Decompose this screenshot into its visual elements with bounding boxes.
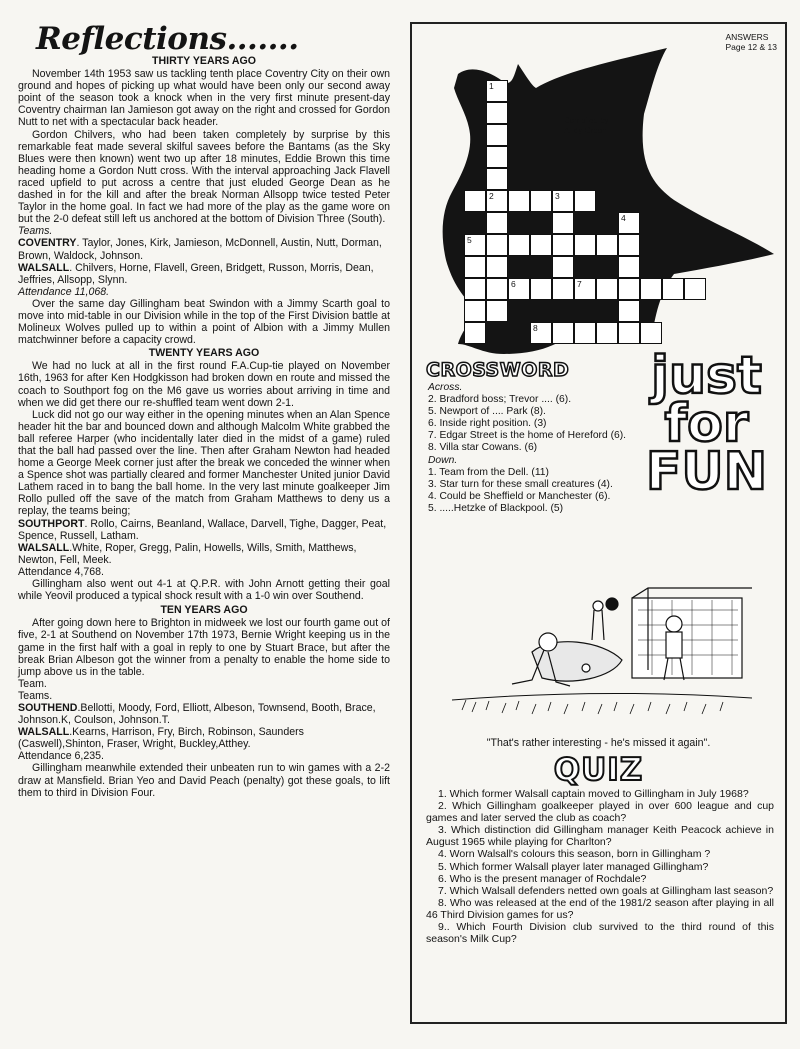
crossword-cell bbox=[508, 234, 530, 256]
quiz-question: 3. Which distinction did Gillingham manager Keith Peacock achieve in August 1965 while playing for Charlton? bbox=[426, 824, 774, 849]
team-label: Team. bbox=[18, 677, 47, 690]
quiz-question: 9.. Which Fourth Division club survived to the third round of this season's Milk Cup? bbox=[426, 921, 774, 946]
crossword-cell bbox=[618, 278, 640, 300]
football-cartoon bbox=[452, 580, 752, 730]
southend-lineup bbox=[18, 702, 390, 726]
crossword-cell bbox=[552, 322, 574, 344]
reflections-column bbox=[18, 20, 390, 799]
southport-lineup bbox=[18, 518, 390, 542]
ten-para-1: After going down here to Brighton in midweek we lost our fourth game out of five, 2-1 at Southend on November 17th 1973, Bernie Wright keeping us in the game in the first half with a goal in reply to one by Stuart Brace, but after the break Brian Albeson got the winner from a penalty to enable the home side to jump above us in the table. bbox=[18, 617, 390, 678]
crossword-cell bbox=[530, 190, 552, 212]
crossword-cell bbox=[486, 234, 508, 256]
player-list: .White, Roper, Gregg, Palin, Howells, Wills, Smith, Matthews, Newton, Fell, Meek. bbox=[18, 541, 357, 566]
masthead-title: Reflections....... bbox=[36, 21, 299, 57]
jff-word-fun: FUN bbox=[645, 442, 768, 502]
quiz-question: 1. Which former Walsall captain moved to Gillingham in July 1968? bbox=[438, 788, 749, 800]
crossword-cell bbox=[486, 102, 508, 124]
crossword-cell bbox=[486, 124, 508, 146]
crossword-cell bbox=[486, 256, 508, 278]
across-label: Across. bbox=[428, 382, 463, 393]
crossword-cell bbox=[464, 190, 486, 212]
coventry-lineup bbox=[18, 237, 390, 261]
quiz-question: 7. Which Walsall defenders netted own goals at Gillingham last season? bbox=[438, 884, 774, 897]
fun-page-box bbox=[410, 22, 787, 1024]
thirty-para-2: Gordon Chilvers, who had been taken completely by surprise by this remarkable feat made several skilful savees before the Bantams (as the Sky Blues were then known) went two up after 18 minutes, Eddie Brown this time heading home a Gordon Nutt cross. With the interval approaching Jack Flavell raced upfield to put across a centre that just eluded George Dean as he dashed in for the kill and after the break Norman Allsopp twice tested Peter Taylor in the home goal. In fact we had more of the play as the game wore on but the 2-0 defeat still left us anchored at the bottom of Division Three (South). bbox=[18, 128, 390, 226]
player-list: .Kearns, Harrison, Fry, Birch, Robinson, Saunders (Caswell),Shinton, Fraser, Wright, Buckley,Atthey. bbox=[18, 726, 304, 751]
crossword-cell bbox=[552, 212, 574, 234]
crossword-cell bbox=[464, 322, 486, 344]
crossword-cell bbox=[486, 278, 508, 300]
team-name: WALSALL bbox=[18, 261, 70, 274]
walsall-lineup-1963 bbox=[18, 542, 390, 566]
crossword-cell bbox=[618, 234, 640, 256]
clue-across-6: 6. Inside right position. (3) bbox=[428, 418, 547, 430]
just-for-fun-logo bbox=[634, 346, 779, 502]
jff-word-for: for bbox=[664, 394, 749, 454]
clue-across-5: 5. Newport of .... Park (8). bbox=[428, 406, 546, 418]
teams-label: Teams. bbox=[18, 225, 53, 238]
crossword-cell bbox=[486, 300, 508, 322]
clue-across-2: 2. Bradford boss; Trevor .... (6). bbox=[428, 394, 572, 406]
quiz-title: QUIZ bbox=[553, 752, 644, 788]
answers-label: ANSWERS bbox=[725, 32, 769, 42]
team-name: SOUTHPORT bbox=[18, 517, 85, 530]
quiz-question: 5. Which former Walsall player later managed Gillingham? bbox=[438, 860, 709, 873]
crossword-cell bbox=[486, 168, 508, 190]
team-name: COVENTRY bbox=[18, 237, 77, 250]
crossword-cell bbox=[508, 190, 530, 212]
clue-number: 8 bbox=[533, 323, 538, 333]
jff-word-just: just bbox=[651, 346, 762, 406]
team-name: WALSALL bbox=[18, 541, 70, 554]
down-label: Down. bbox=[428, 454, 458, 466]
answers-pages: Page 12 & 13 bbox=[725, 42, 777, 52]
crossword-cell bbox=[618, 256, 640, 278]
attendance: Attendance 11,068. bbox=[18, 285, 110, 298]
attendance: Attendance 6,235. bbox=[18, 750, 104, 763]
crossword-clues bbox=[428, 382, 634, 515]
clue-number: 4 bbox=[621, 213, 626, 223]
walsall-lineup-1973 bbox=[18, 726, 390, 750]
clue-number: 1 bbox=[489, 81, 494, 91]
compiled-by bbox=[564, 116, 609, 136]
crossword-cell bbox=[464, 256, 486, 278]
cartoon-caption: "That's rather interesting - he's missed it again". bbox=[486, 737, 711, 749]
crossword-cell bbox=[552, 234, 574, 256]
crossword-cell bbox=[464, 278, 486, 300]
player-list: . Rollo, Cairns, Beanland, Wallace, Darvell, Tighe, Dagger, Peat, Spence, Russell, Latham. bbox=[18, 517, 387, 542]
crossword-cell bbox=[684, 278, 706, 300]
clue-down-3: 3. Star turn for these small creatures (4). bbox=[428, 478, 613, 490]
thirty-para-3: Over the same day Gillingham beat Swindon with a Jimmy Scarth goal to move into mid-table in our Division while in the top of the First Division battle at Molineux Wolves pulled up to within a point of Albion with a Jimmy Mullen matchwinner before a capacity crowd. bbox=[18, 297, 390, 347]
player-list: . Chilvers, Horne, Flavell, Green, Bridgett, Russon, Morris, Dean, Jeffries, Allsopp, Slynn. bbox=[18, 261, 374, 286]
crossword-cell bbox=[618, 300, 640, 322]
twenty-years-heading: TWENTY YEARS AGO bbox=[148, 347, 260, 360]
walsall-lineup-1953 bbox=[18, 262, 390, 286]
twenty-para-1: We had no luck at all in the first round F.A.Cup-tie played on November 16th, 1963 for after Ken Hodgkisson had broken down en route and missed the coach to Southport fog on the M6 gave us worries about arriving in time and when we did get there our re-shuffled team went down 2-1. bbox=[18, 360, 390, 409]
crossword-cell bbox=[486, 146, 508, 168]
crossword-cell bbox=[574, 190, 596, 212]
clue-down-4: 4. Could be Sheffield or Manchester (6). bbox=[428, 490, 611, 502]
crossword-cell bbox=[596, 234, 618, 256]
ten-years-heading: TEN YEARS AGO bbox=[160, 604, 248, 617]
twenty-para-3: Gillingham also went out 4-1 at Q.P.R. with John Arnott getting their goal while Yeovil produced a typical shock result with a 1-0 win over Southend. bbox=[18, 578, 390, 603]
thirty-para-1: November 14th 1953 saw us tackling tenth place Coventry City on their own ground and hopes of picking up what would have been only our second away point of the season took a knock when in the very first minute present-day Coventry chairman Ian Jamieson got away on the right and crossed for Gordon Nutt to net with a spectacular back header. bbox=[18, 68, 390, 129]
clue-number: 7 bbox=[577, 279, 582, 289]
team-name: SOUTHEND bbox=[18, 701, 78, 714]
compiled-label: Compiled by bbox=[564, 116, 609, 125]
clue-number: 3 bbox=[555, 191, 560, 201]
quiz-question: 6. Who is the present manager of Rochdale? bbox=[438, 872, 647, 885]
twenty-para-2: Luck did not go our way either in the opening minutes when an Alan Spence header hit the bar and bounced down and although Malcolm White grabbed the ball referee Harper (who incidentally later died in the midst of a game) ruled that the ball had passed over the line. Then after Graham Newton had headed home a George Meek corner just after the break we conceded the winner when a Spence shot was partially cleared and former Manchester United junior David Lathem raced in to bang the ball home. In the very last minute goalkeeper Jim Rollo pulled off the save of the match from Graham Matthews to deny us a replay, the teams being; bbox=[18, 408, 390, 518]
crossword-cell bbox=[662, 278, 684, 300]
crossword-cell bbox=[596, 322, 618, 344]
crossword-cell bbox=[596, 278, 618, 300]
quiz-questions bbox=[426, 788, 774, 945]
crossword-cell bbox=[552, 256, 574, 278]
ten-para-2: Gillingham meanwhile extended their unbeaten run to win games with a 2-2 draw at Mansfield. Brian Yeo and David Peach (penalty) got these goals, to lift them to third in Division Four. bbox=[18, 762, 390, 799]
crossword-cell bbox=[640, 322, 662, 344]
crossword-cell bbox=[530, 278, 552, 300]
quiz-question: 4. Worn Walsall's colours this season, born in Gillingham ? bbox=[438, 848, 711, 861]
crossword-cell bbox=[618, 322, 640, 344]
clue-down-5: 5. .....Hetzke of Blackpool. (5) bbox=[428, 502, 564, 514]
clue-number: 2 bbox=[489, 191, 494, 201]
quiz-question: 2. Which Gillingham goalkeeper played in over 600 league and cup games and later served the club as coach? bbox=[426, 800, 774, 825]
crossword-cell bbox=[574, 322, 596, 344]
clue-across-7: 7. Edgar Street is the home of Hereford (6). bbox=[428, 430, 627, 442]
quiz-question: 8. Who was released at the end of the 1981/2 season after playing in all 46 Third Division games for us? bbox=[426, 896, 774, 921]
crossword-cell bbox=[464, 300, 486, 322]
thirty-years-heading: THIRTY YEARS AGO bbox=[152, 55, 256, 67]
player-list: . Taylor, Jones, Kirk, Jamieson, McDonnell, Austin, Nutt, Dorman, Brown, Waldock, Johnson. bbox=[18, 237, 382, 262]
crossword-cell bbox=[574, 234, 596, 256]
compiler-name: Andy Green. bbox=[564, 126, 609, 135]
team-name: WALSALL bbox=[18, 726, 70, 739]
crossword-cell bbox=[486, 212, 508, 234]
player-list: .Bellotti, Moody, Ford, Elliott, Albeson, Townsend, Booth, Brace, Johnson.K, Coulson, Johnson.T. bbox=[18, 701, 376, 727]
clue-number: 5 bbox=[467, 235, 472, 245]
crossword-cell bbox=[640, 278, 662, 300]
crossword-cell bbox=[552, 278, 574, 300]
teams-label: Teams. bbox=[18, 689, 53, 702]
crossword-title: CROSSWORD bbox=[426, 359, 570, 381]
clue-down-1: 1. Team from the Dell. (11) bbox=[428, 466, 549, 478]
attendance: Attendance 4,768. bbox=[18, 565, 104, 578]
clue-number: 6 bbox=[511, 279, 516, 289]
clue-across-8: 8. Villa star Cowans. (6) bbox=[428, 442, 538, 454]
crossword-cell bbox=[530, 234, 552, 256]
